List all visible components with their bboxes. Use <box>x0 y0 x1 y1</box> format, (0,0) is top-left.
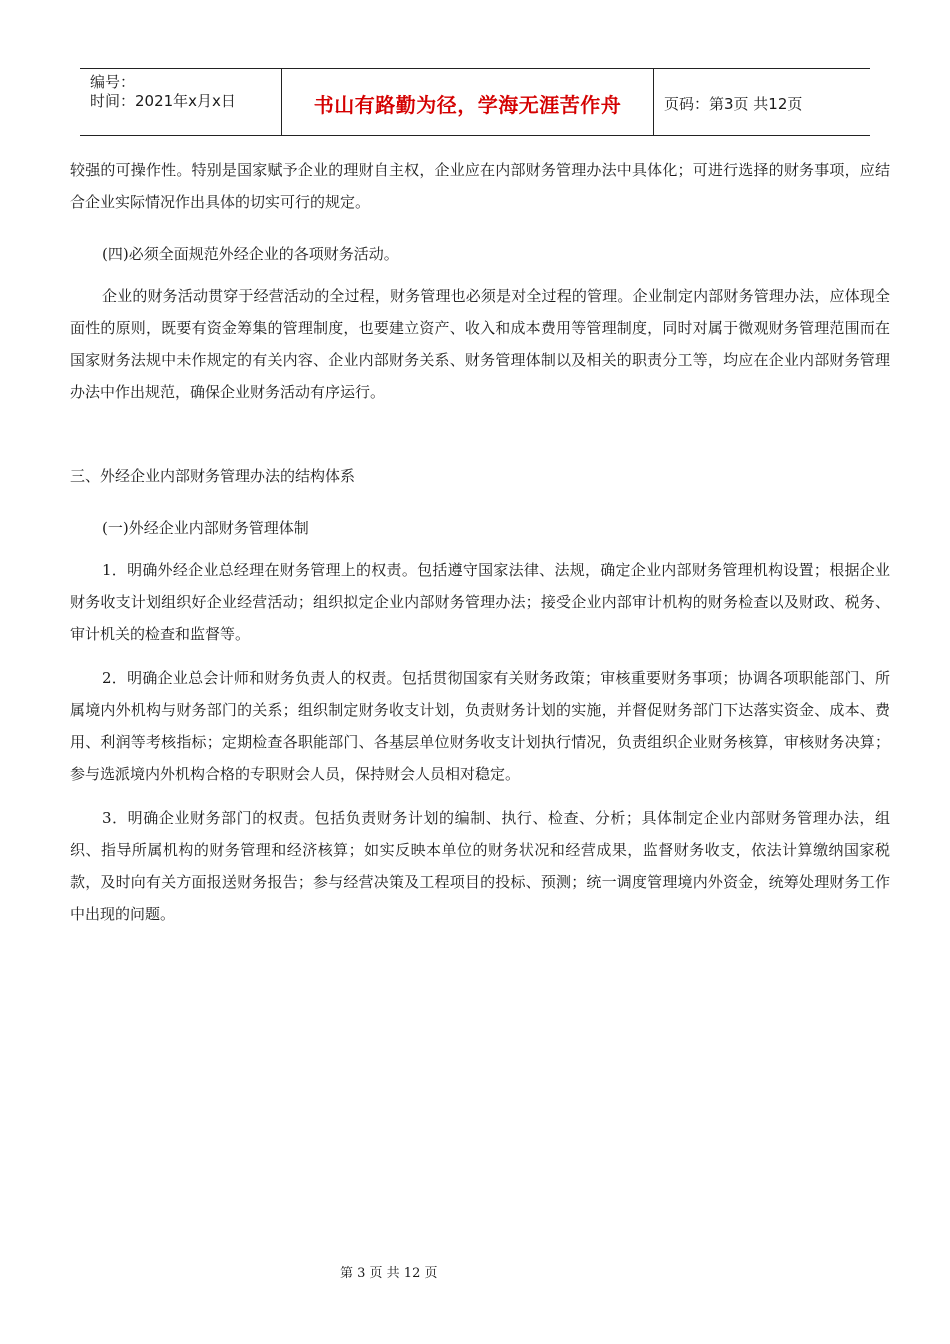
paragraph: 1．明确外经企业总经理在财务管理上的权责。包括遵守国家法律、法规，确定企业内部财务管理机构设置；根据企业财务收支计划组织好企业经营活动；组织拟定企业内部财务管理办法；接受企业内部审计机构的财务检查以及财政、税务、审计机关的检查和监督等。 <box>70 561 890 643</box>
header-page-cell <box>654 69 870 135</box>
section-heading: (一)外经企业内部财务管理体制 <box>102 519 309 537</box>
header-motto-cell <box>282 69 654 135</box>
paragraph: 2．明确企业总会计师和财务负责人的权责。包括贯彻国家有关财务政策；审核重要财务事项；协调各项职能部门、所属境内外机构与财务部门的关系；组织制定财务收支计划，负责财务计划的实施，并督促财务部门下达落实资金、成本、费用、利润等考核指标；定期检查各职能部门、各基层单位财务收支计划执行情况，负责组织企业财务核算，审核财务决算；参与选派境内外机构合格的专职财会人员，保持财会人员相对稳定。 <box>70 669 890 783</box>
section-heading: (四)必须全面规范外经企业的各项财务活动。 <box>102 245 399 263</box>
footer-page-number: 第 3 页 共 12 页 <box>340 1266 438 1281</box>
serial-number-label: 编号： <box>90 73 136 91</box>
date-label: 时间：2021年x月x日 <box>90 92 236 110</box>
paragraph: 3．明确企业财务部门的权责。包括负责财务计划的编制、执行、检查、分析；具体制定企业内部财务管理办法，组织、指导所属机构的财务管理和经济核算；如实反映本单位的财务状况和经营成果，监督财务收支，依法计算缴纳国家税款，及时向有关方面报送财务报告；参与经营决策及工程项目的投标、预测；统一调度管理境内外资金，统筹处理财务工作中出现的问题。 <box>70 809 890 923</box>
paragraph: 较强的可操作性。特别是国家赋予企业的理财自主权，企业应在内部财务管理办法中具体化；可进行选择的财务事项，应结合企业实际情况作出具体的切实可行的规定。 <box>70 161 890 211</box>
document-header <box>80 68 870 136</box>
header-page-info: 页码：第3页 共12页 <box>664 94 803 113</box>
paragraph: 企业的财务活动贯穿于经营活动的全过程，财务管理也必须是对全过程的管理。企业制定内部财务管理办法，应体现全面性的原则，既要有资金筹集的管理制度，也要建立资产、收入和成本费用等管理制度，同时对属于微观财务管理范围而在国家财务法规中未作规定的有关内容、企业内部财务关系、财务管理体制以及相关的职责分工等，均应在企业内部财务管理办法中作出规范，确保企业财务活动有序运行。 <box>70 287 890 401</box>
document-body <box>70 154 890 930</box>
page-footer <box>0 1262 950 1281</box>
chapter-heading: 三、外经企业内部财务管理办法的结构体系 <box>70 467 356 485</box>
header-motto: 书山有路勤为径，学海无涯苦作舟 <box>313 92 622 117</box>
header-meta-cell <box>80 69 282 135</box>
